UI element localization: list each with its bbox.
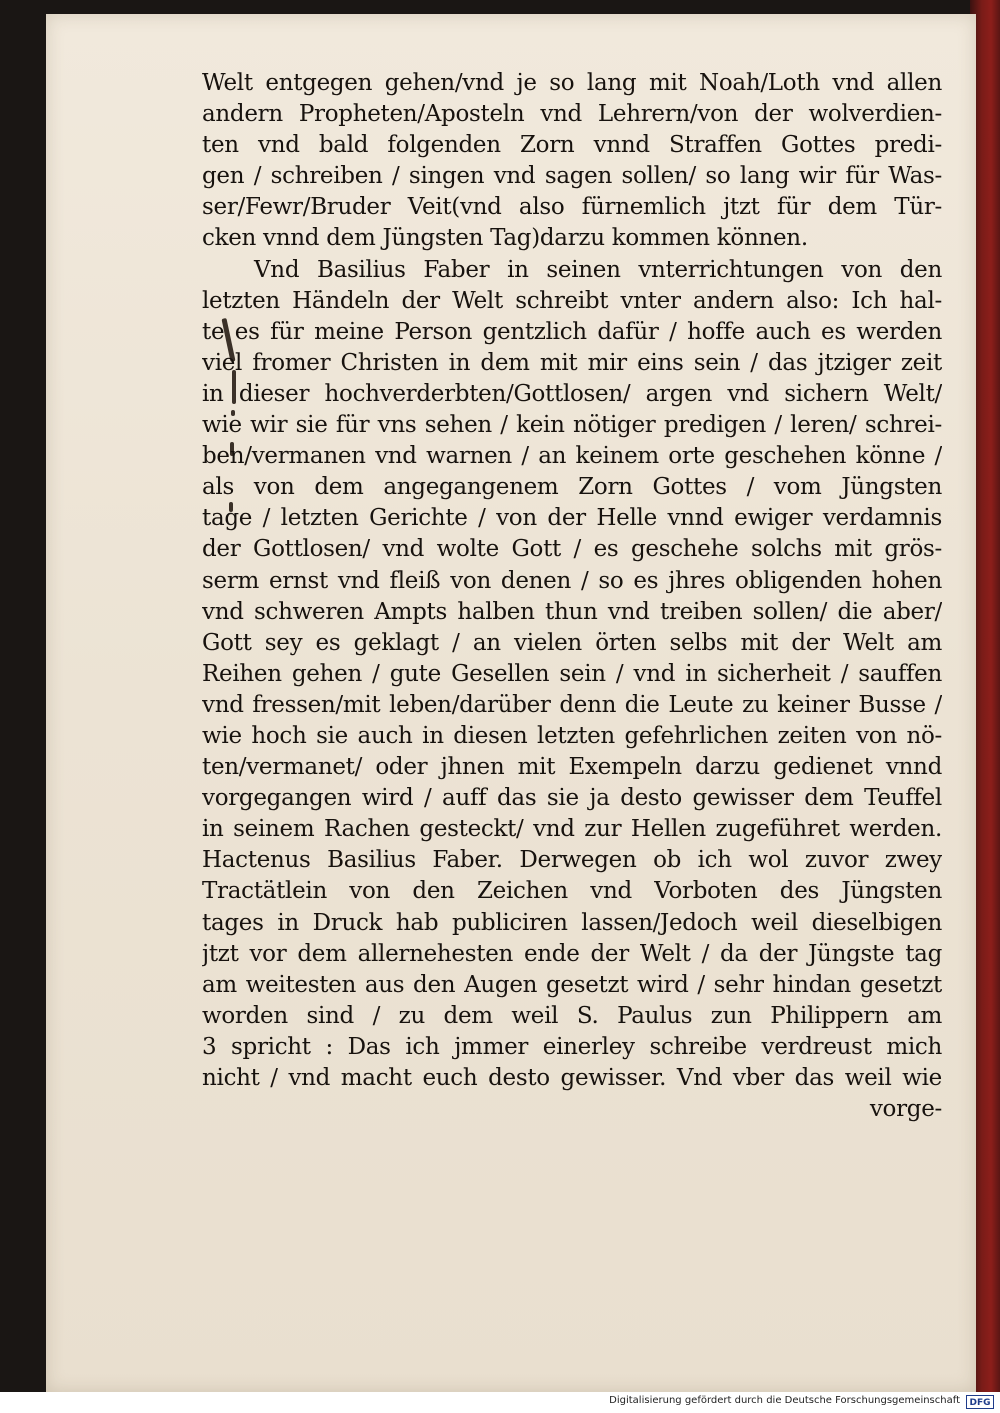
text-line: letzten Händeln der Welt schreibt vnter andern also: Ich hal- (202, 287, 942, 314)
text-line: nicht / vnd macht euch desto gewisser. Vnd vber das weil wie (202, 1065, 942, 1091)
text-line: Gott sey es geklagt / an vielen örten selbs mit der Welt am (202, 629, 942, 656)
funding-notice: Digitalisierung gefördert durch die Deutsche Forschungsgemeinschaft (609, 1395, 960, 1406)
text-line: in seinem Rachen gesteckt/ vnd zur Hellen zugeführet werden. (202, 816, 942, 843)
text-line: gen / schreiben / singen vnd sagen sollen/ so lang wir für Was- (202, 163, 942, 190)
text-line: te es für meine Person gentzlich dafür / hoffe auch es werden (202, 318, 942, 345)
text-line: ten/vermanet/ oder jhnen mit Exempeln darzu gedienet vnnd (202, 754, 942, 781)
footer-bar (0, 1392, 1000, 1413)
text-line-paragraph-start: Vnd Basilius Faber in seinen vnterrichtungen von den (254, 256, 942, 283)
text-line: Hactenus Basilius Faber. Derwegen ob ich wol zuvor zwey (202, 847, 942, 874)
text-line: vnd fressen/mit leben/darüber denn die Leute zu keiner Busse / (202, 691, 942, 718)
text-line: 3 spricht : Das ich jmmer einerley schreibe verdreust mich (202, 1033, 942, 1060)
text-line: viel fromer Christen in dem mit mir eins sein / das jtziger zeit (202, 349, 942, 376)
text-line: ben/vermanen vnd warnen / an keinem orte geschehen könne / (202, 443, 942, 470)
text-line: Reihen gehen / gute Gesellen sein / vnd in sicherheit / sauffen (202, 660, 942, 687)
text-line: serm ernst vnd fleiß von denen / so es jhres obligenden hohen (202, 567, 942, 594)
text-line: worden sind / zu dem weil S. Paulus zun Philippern am (202, 1002, 942, 1029)
text-line: ser/Fewr/Bruder Veit(vnd also fürnemlich jtzt für dem Tür- (202, 194, 942, 221)
text-line: andern Propheten/Aposteln vnd Lehrern/von der wolverdien- (202, 101, 942, 128)
text-line: der Gottlosen/ vnd wolte Gott / es geschehe solchs mit grös- (202, 536, 942, 563)
text-line: in dieser hochverderbten/Gottlosen/ argen vnd sichern Welt/ (202, 380, 942, 407)
text-line: jtzt vor dem allernehesten ende der Welt / da der Jüngste tag (202, 940, 942, 967)
text-line: wie wir sie für vns sehen / kein nötiger predigen / leren/ schrei- (202, 412, 942, 439)
text-line: vorgegangen wird / auff das sie ja desto gewisser dem Teuffel (202, 785, 942, 812)
text-line: am weitesten aus den Augen gesetzt wird / sehr hindan gesetzt (202, 971, 942, 998)
dfg-logo: DFG (966, 1395, 994, 1409)
text-line: als von dem angegangenem Zorn Gottes / vom Jüngsten (202, 474, 942, 501)
text-line: wie hoch sie auch in diesen letzten gefehrlichen zeiten von nö- (202, 722, 942, 749)
text-line: cken vnnd dem Jüngsten Tag)darzu kommen können. (202, 225, 808, 252)
text-line: tage / letzten Gerichte / von der Helle vnnd ewiger verdamnis (202, 505, 942, 532)
text-line: Tractätlein von den Zeichen vnd Vorboten des Jüngsten (202, 878, 942, 905)
text-line: vnd schweren Ampts halben thun vnd treiben sollen/ die aber/ (202, 598, 942, 625)
page-text (202, 68, 942, 1125)
catchword: vorge- (869, 1096, 942, 1123)
text-line: Welt entgegen gehen/vnd je so lang mit Noah/Loth vnd allen (202, 70, 942, 96)
text-line: ten vnd bald folgenden Zorn vnnd Straffen Gottes predi- (202, 132, 942, 159)
text-line: tages in Druck hab publiciren lassen/Jedoch weil dieselbigen (202, 909, 942, 936)
